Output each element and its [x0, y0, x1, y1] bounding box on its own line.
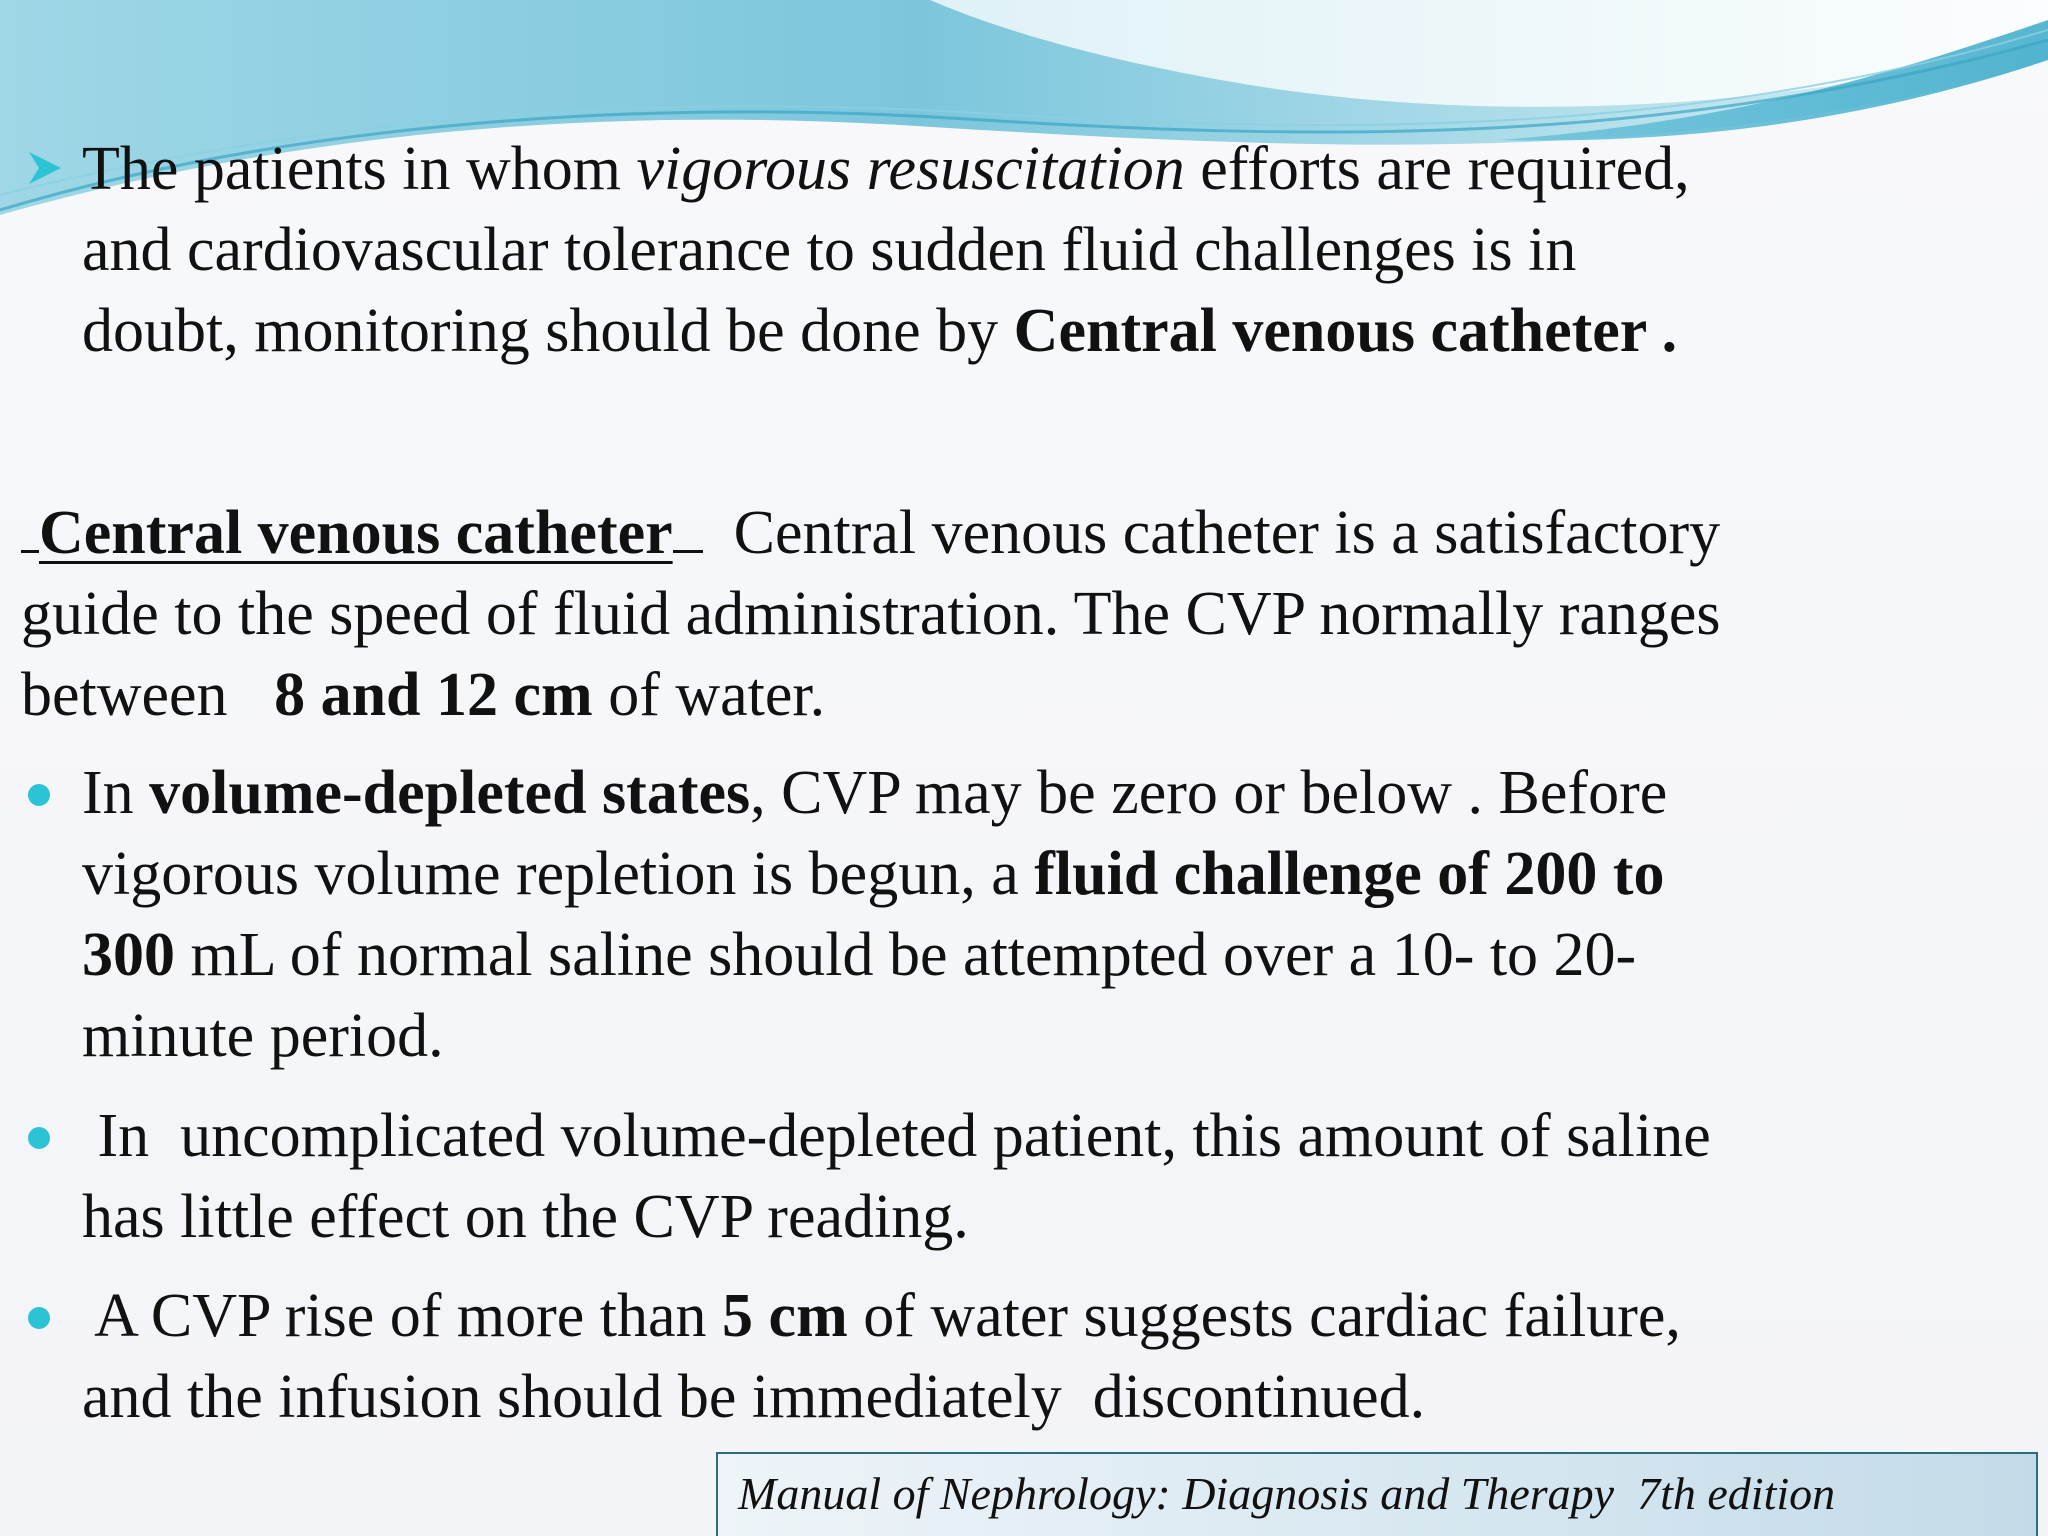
bullet-1-line1-pre: In: [82, 759, 150, 827]
cvc-heading: Central venous catheter: [39, 499, 673, 567]
cvc-line3-post: of water.: [592, 661, 826, 729]
intro-line1-post: efforts are required,: [1184, 135, 1690, 203]
bullet-1-line1-bold: volume-depleted states: [149, 759, 751, 827]
cvc-line3-bold: 8 and 12 cm: [274, 661, 593, 729]
bullet-1-line4: minute period.: [82, 1002, 444, 1070]
intro-line3-bold: Central venous catheter .: [1013, 297, 1678, 365]
intro-line2: and cardiovascular tolerance to sudden fluid challenges is in: [82, 216, 1577, 284]
bullet-1-line3-bold: 300: [82, 921, 175, 989]
bullet-3: [82, 1276, 1681, 1438]
cvc-line2: guide to the speed of fluid administration. The CVP normally ranges: [21, 580, 1721, 648]
dot-bullet-icon: [28, 1127, 50, 1149]
bullet-3-line1-pre: A CVP rise of more than: [82, 1282, 723, 1350]
dot-bullet-icon: [28, 784, 50, 806]
bullet-1-line2-pre: vigorous volume repletion is begun, a: [82, 840, 1035, 908]
bullet-1: [82, 753, 1667, 1077]
bullet-2-line2: has little effect on the CVP reading.: [82, 1183, 969, 1251]
arrow-bullet-icon: [25, 148, 65, 188]
bullet-1-line2-bold: fluid challenge of 200 to: [1034, 840, 1665, 908]
bullet-2: [82, 1096, 1711, 1258]
bullet-3-line1-bold: 5 cm: [722, 1282, 848, 1350]
intro-line1-pre: The patients in whom: [82, 135, 637, 203]
intro-paragraph: [82, 129, 1690, 372]
bullet-1-line1-post: , CVP may be zero or below . Before: [750, 759, 1668, 827]
intro-line3-pre: doubt, monitoring should be done by: [82, 297, 1014, 365]
bullet-2-line1: In uncomplicated volume-depleted patient, this amount of saline: [82, 1102, 1711, 1170]
bullet-3-line1-post: of water suggests cardiac failure,: [847, 1282, 1681, 1350]
bullet-3-line2: and the infusion should be immediately discontinued.: [82, 1363, 1426, 1431]
bullet-1-line3-post: mL of normal saline should be attempted over a 10- to 20-: [175, 921, 1637, 989]
intro-line1-italic: vigorous resuscitation: [636, 135, 1185, 203]
cvc-line1-rest: Central venous catheter is a satisfactory: [733, 499, 1721, 567]
citation-text: Manual of Nephrology: Diagnosis and Therapy 7th edition: [738, 1468, 1836, 1519]
cvc-paragraph: [21, 493, 1721, 736]
citation-box: [716, 1452, 2038, 1536]
cvc-line3-pre: between: [21, 661, 275, 729]
dot-bullet-icon: [28, 1307, 50, 1329]
